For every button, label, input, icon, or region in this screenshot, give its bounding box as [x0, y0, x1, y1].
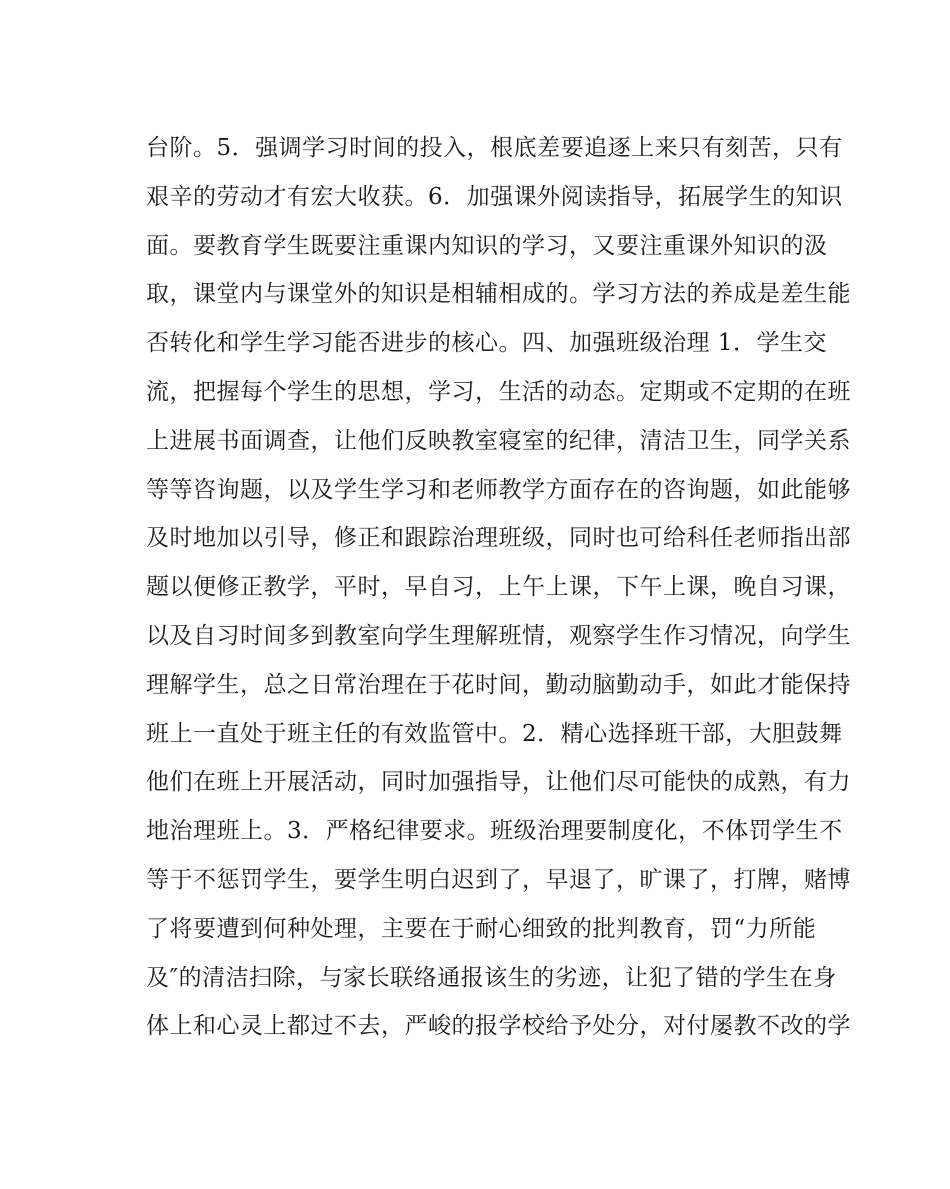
text-line: 等于不惩罚学生，要学生明白迟到了，早退了，旷课了，打牌，赌博	[146, 866, 851, 893]
text-line: 理解学生，总之日常治理在于花时间，勤动脑勤动手，如此才能保持	[146, 671, 851, 698]
text-line: 艰辛的劳动才有宏大收获。6．加强课外阅读指导，拓展学生的知识	[146, 183, 843, 210]
text-line: 了将要遭到何种处理，主要在于耐心细致的批判教育，罚“力所能	[146, 915, 817, 942]
text-line: 否转化和学生学习能否进步的核心。四、加强班级治理 1．学生交	[146, 330, 827, 357]
text-line: 流，把握每个学生的思想，学习，生活的动态。定期或不定期的在班	[146, 378, 851, 405]
text-line: 题以便修正教学，平时，早自习，上午上课，下午上课，晚自习课，	[146, 574, 851, 601]
text-line: 体上和心灵上都过不去，严峻的报学校给予处分，对付屡教不改的学	[146, 1013, 851, 1040]
text-line: 班上一直处于班主任的有效监管中。2．精心选择班干部，大胆鼓舞	[146, 720, 843, 747]
text-line: 等等咨询题，以及学生学习和老师教学方面存在的咨询题，如此能够	[146, 476, 851, 503]
text-line: 及时地加以引导，修正和跟踪治理班级，同时也可给科任老师指出部	[146, 525, 851, 552]
text-line: 取，课堂内与课堂外的知识是相辅相成的。学习方法的养成是差生能	[146, 281, 851, 308]
text-line: 台阶。5．强调学习时间的投入，根底差要追逐上来只有刻苦，只有	[146, 135, 843, 161]
text-line: 地治理班上。3．严格纪律要求。班级治理要制度化，不体罚学生不	[146, 818, 843, 845]
text-line: 及″的清洁扫除，与家长联络通报该生的劣迹，让犯了错的学生在身	[146, 964, 837, 991]
text-line: 以及自习时间多到教室向学生理解班情，观察学生作习情况，向学生	[146, 622, 851, 649]
text-line: 面。要教育学生既要注重课内知识的学习，又要注重课外知识的汲	[146, 232, 828, 259]
body-text	[146, 124, 851, 1051]
text-line: 他们在班上开展活动，同时加强指导，让他们尽可能快的成熟，有力	[146, 769, 851, 796]
text-line: 上进展书面调查，让他们反映教室寝室的纪律，清洁卫生，同学关系	[146, 427, 851, 454]
